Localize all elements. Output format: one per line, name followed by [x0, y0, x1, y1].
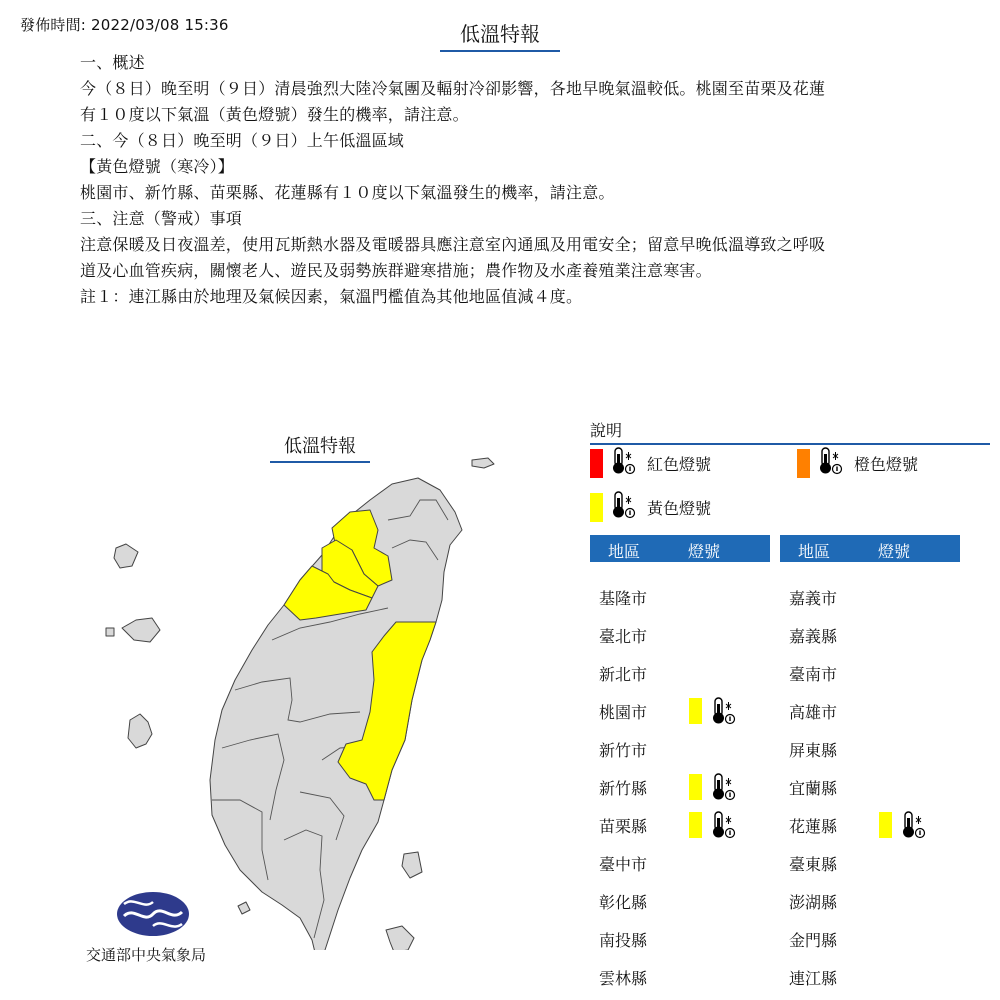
region-name: 花蓮縣 — [789, 817, 838, 836]
yellow-signal-swatch — [689, 698, 702, 724]
table-row — [599, 654, 769, 692]
region-name: 嘉義市 — [789, 589, 838, 608]
penghu-islands — [128, 714, 152, 748]
table-row — [599, 616, 769, 654]
thermometer-icon — [609, 446, 637, 476]
region-name: 連江縣 — [789, 969, 838, 988]
header-signal: 燈號 — [688, 542, 721, 561]
region-name: 臺東縣 — [789, 855, 838, 874]
table-row — [599, 920, 769, 958]
legend-label: 黃色燈號 — [647, 498, 712, 518]
map-title: 低溫特報 — [270, 432, 370, 463]
legend-label: 紅色燈號 — [647, 454, 712, 474]
legend-swatch — [797, 449, 810, 478]
issue-time: 發佈時間: 2022/03/08 15:36 — [20, 16, 229, 34]
section-2-heading: 二、今（８日）晚至明（９日）上午低溫區域 — [80, 131, 405, 150]
table-row — [789, 806, 959, 844]
region-name: 嘉義縣 — [789, 627, 838, 646]
region-name: 臺中市 — [599, 855, 648, 874]
precaution-line-1: 注意保暖及日夜溫差，使用瓦斯熱水器及電暖器具應注意室內通風及用電安全；留意早晚低溫導致之呼吸 — [80, 235, 826, 254]
overview-line-1: 今（８日）晚至明（９日）清晨強烈大陸冷氣團及輻射冷卻影響，各地早晚氣溫較低。桃園至苗栗及花蓮 — [80, 79, 826, 98]
taiwan-map — [90, 440, 540, 950]
table-row — [599, 730, 769, 768]
legend-swatch — [590, 449, 603, 478]
precaution-line-2: 道及心血管疾病，關懷老人、遊民及弱勢族群避寒措施；農作物及水產養殖業注意寒害。 — [80, 261, 712, 280]
region-name: 桃園市 — [599, 703, 648, 722]
region-name: 高雄市 — [789, 703, 838, 722]
table-row — [789, 844, 959, 882]
header-region: 地區 — [608, 542, 641, 561]
region-name: 新竹市 — [599, 741, 648, 760]
yellow-signal-swatch — [689, 774, 702, 800]
thermometer-icon — [609, 490, 637, 520]
region-name: 新北市 — [599, 665, 648, 684]
affected-areas-line: 桃園市、新竹縣、苗栗縣、花蓮縣有１０度以下氣溫發生的機率，請注意。 — [80, 183, 615, 202]
header-region: 地區 — [798, 542, 831, 561]
thermometer-icon — [709, 772, 737, 802]
table-header-left — [590, 535, 770, 562]
table-row — [599, 578, 769, 616]
table-row — [789, 692, 959, 730]
table-row — [789, 882, 959, 920]
legend-item — [590, 448, 711, 478]
region-name: 臺南市 — [789, 665, 838, 684]
legend-label: 橙色燈號 — [854, 454, 919, 474]
region-name: 南投縣 — [599, 931, 648, 950]
region-name: 金門縣 — [789, 931, 838, 950]
region-name: 宜蘭縣 — [789, 779, 838, 798]
yellow-signal-swatch — [689, 812, 702, 838]
region-name: 苗栗縣 — [599, 817, 648, 836]
region-name: 澎湖縣 — [789, 893, 838, 912]
table-row — [789, 958, 959, 996]
table-row — [789, 654, 959, 692]
document-title: 低溫特報 — [440, 18, 560, 52]
table-row — [789, 730, 959, 768]
overview-line-2: 有１０度以下氣溫（黃色燈號）發生的機率，請注意。 — [80, 105, 469, 124]
region-name: 臺北市 — [599, 627, 648, 646]
region-name: 雲林縣 — [599, 969, 648, 988]
table-row — [599, 844, 769, 882]
table-row — [599, 882, 769, 920]
table-row — [599, 958, 769, 996]
section-3-heading: 三、注意（警戒）事項 — [80, 209, 243, 228]
legend-title: 說明 — [590, 418, 990, 445]
note-1: 註１：連江縣由於地理及氣候因素，氣溫門檻值為其他地區值減４度。 — [80, 287, 583, 306]
table-row — [599, 768, 769, 806]
region-name: 新竹縣 — [599, 779, 648, 798]
table-row — [789, 578, 959, 616]
region-name: 屏東縣 — [789, 741, 838, 760]
table-row — [599, 806, 769, 844]
thermometer-icon — [709, 696, 737, 726]
table-row — [789, 616, 959, 654]
region-name: 基隆市 — [599, 589, 648, 608]
legend-item — [797, 448, 918, 478]
agency-name: 交通部中央氣象局 — [86, 946, 207, 964]
table-header-right — [780, 535, 960, 562]
yellow-signal-heading: 【黃色燈號（寒冷）】 — [80, 157, 235, 176]
table-row — [789, 768, 959, 806]
table-row — [789, 920, 959, 958]
thermometer-icon — [899, 810, 927, 840]
section-1-heading: 一、概述 — [80, 53, 145, 72]
thermometer-icon — [816, 446, 844, 476]
region-name: 彰化縣 — [599, 893, 648, 912]
agency-logo — [117, 892, 189, 936]
legend-swatch — [590, 493, 603, 522]
table-row — [599, 692, 769, 730]
yellow-signal-swatch — [879, 812, 892, 838]
legend-item — [590, 492, 711, 522]
header-signal: 燈號 — [878, 542, 911, 561]
thermometer-icon — [709, 810, 737, 840]
